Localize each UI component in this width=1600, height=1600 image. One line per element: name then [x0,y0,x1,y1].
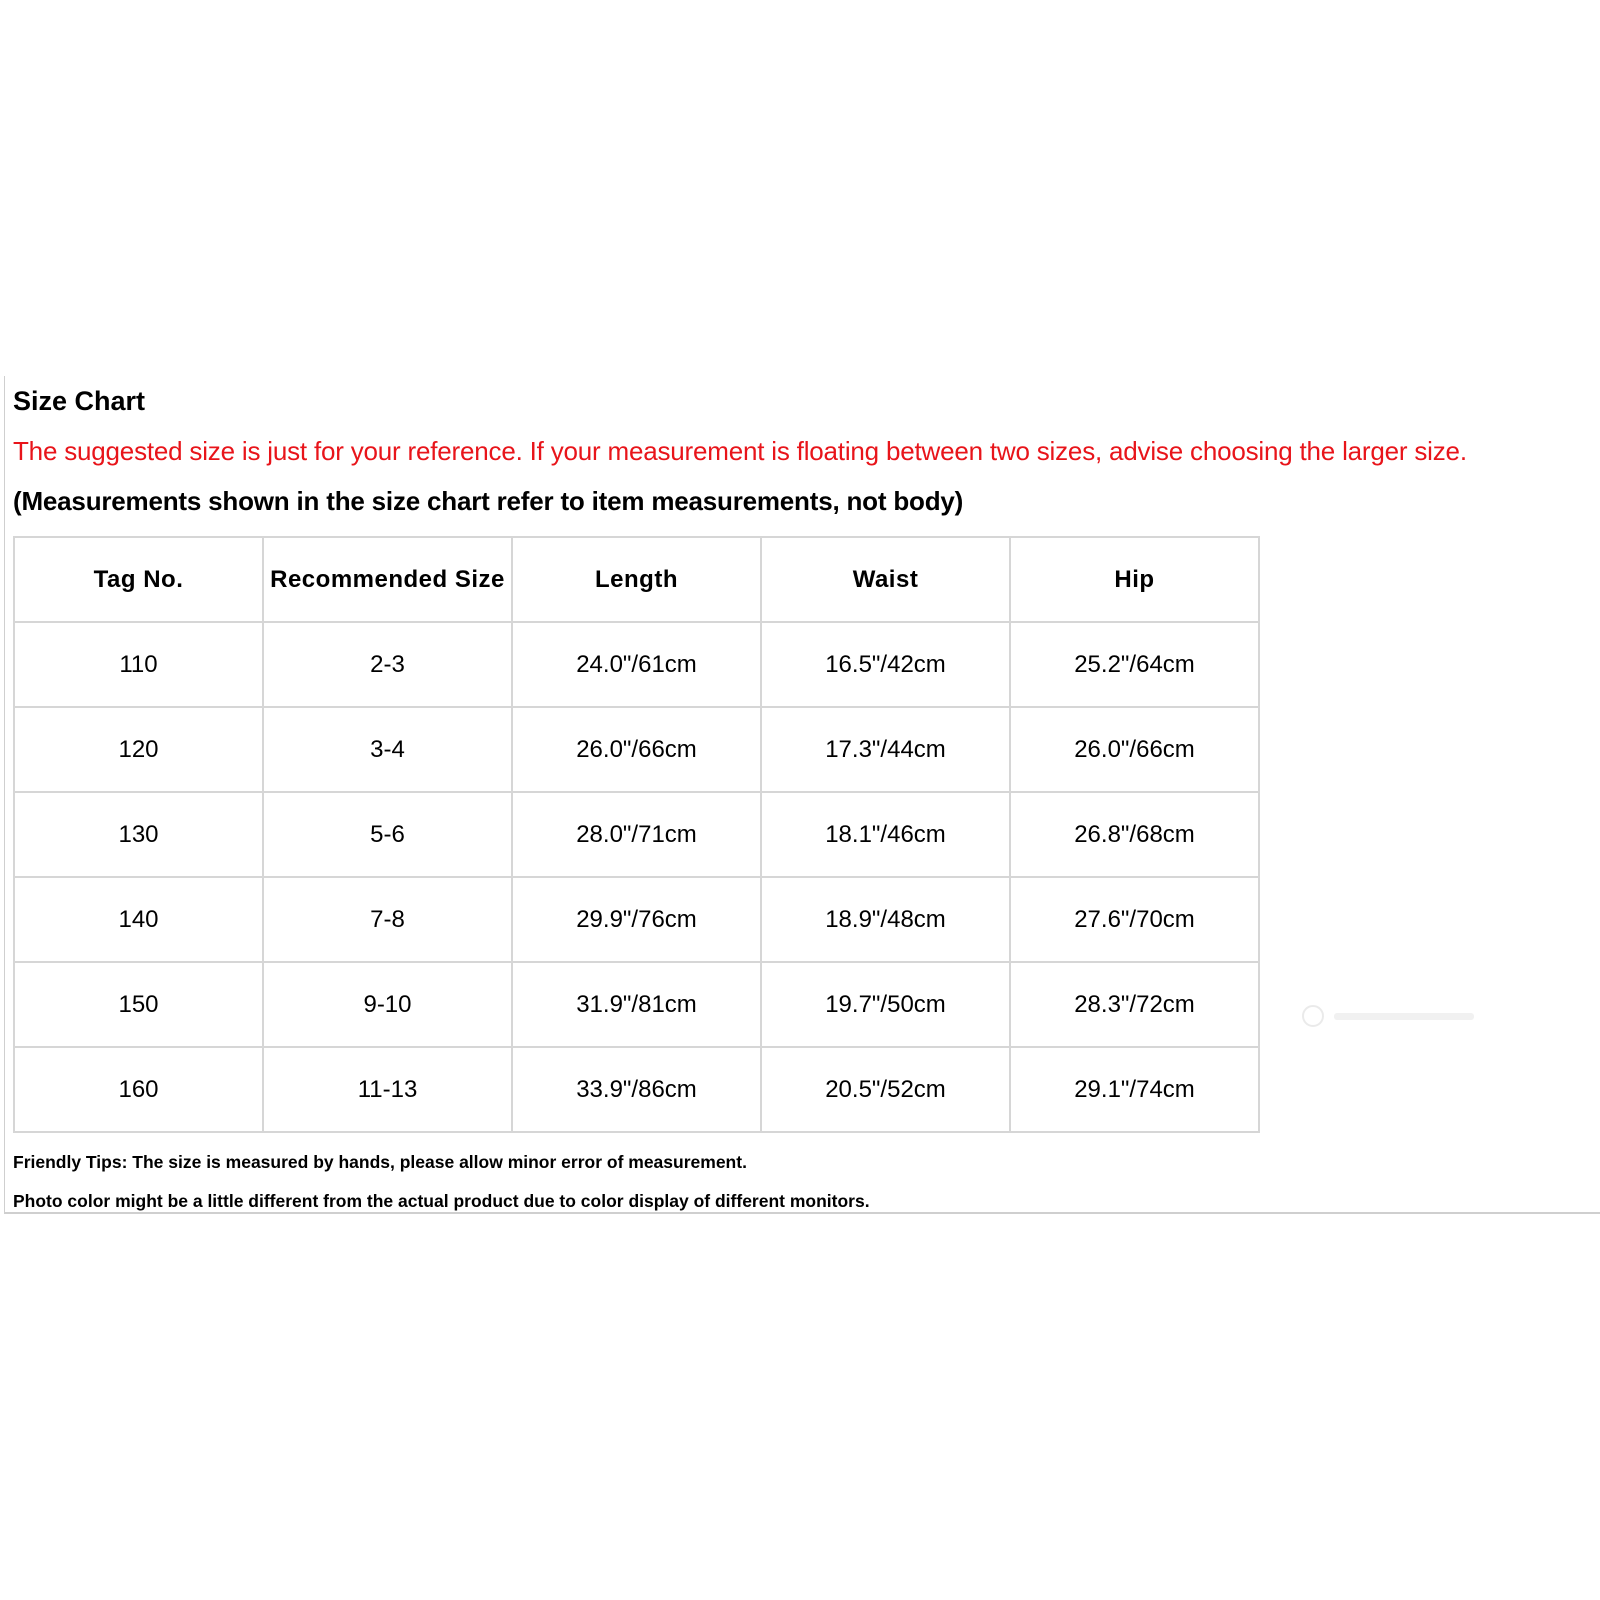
watermark-logo-icon [1302,1005,1324,1027]
cell-length: 28.0"/71cm [512,792,761,877]
cell-waist: 18.9"/48cm [761,877,1010,962]
table-header-row [14,537,1259,622]
cell-waist: 18.1"/46cm [761,792,1010,877]
measurement-note: (Measurements shown in the size chart refer to item measurements, not body) [13,486,964,516]
cell-tag-no: 120 [14,707,263,792]
cell-tag-no: 140 [14,877,263,962]
cell-tag-no: 130 [14,792,263,877]
cell-length: 31.9"/81cm [512,962,761,1047]
cell-recommended-size: 9-10 [263,962,512,1047]
cell-hip: 29.1"/74cm [1010,1047,1259,1132]
cell-recommended-size: 2-3 [263,622,512,707]
cell-tag-no: 160 [14,1047,263,1132]
cell-waist: 20.5"/52cm [761,1047,1010,1132]
header-length: Length [512,537,761,622]
table-row [14,792,1259,877]
cell-tag-no: 150 [14,962,263,1047]
watermark-text-mark [1334,1013,1474,1020]
table-row [14,707,1259,792]
page-title: Size Chart [13,386,146,416]
cell-hip: 26.8"/68cm [1010,792,1259,877]
cell-hip: 26.0"/66cm [1010,707,1259,792]
watermark [1302,1004,1482,1030]
cell-waist: 17.3"/44cm [761,707,1010,792]
cell-hip: 28.3"/72cm [1010,962,1259,1047]
cell-hip: 27.6"/70cm [1010,877,1259,962]
cell-length: 29.9"/76cm [512,877,761,962]
cell-recommended-size: 3-4 [263,707,512,792]
table-row [14,1047,1259,1132]
cell-waist: 16.5"/42cm [761,622,1010,707]
header-hip: Hip [1010,537,1259,622]
table-row [14,877,1259,962]
cell-recommended-size: 7-8 [263,877,512,962]
size-notice: The suggested size is just for your reference. If your measurement is floating between two sizes, advise choosing the larger size. [13,436,1467,466]
size-table [13,536,1260,1133]
cell-hip: 25.2"/64cm [1010,622,1259,707]
cell-waist: 19.7"/50cm [761,962,1010,1047]
cell-length: 24.0"/61cm [512,622,761,707]
cell-tag-no: 110 [14,622,263,707]
cell-recommended-size: 5-6 [263,792,512,877]
header-recommended-size: Recommended Size [263,537,512,622]
table-row [14,622,1259,707]
table-row [14,962,1259,1047]
header-waist: Waist [761,537,1010,622]
cell-length: 33.9"/86cm [512,1047,761,1132]
friendly-tips: Friendly Tips: The size is measured by hands, please allow minor error of measurement. [13,1152,747,1172]
header-tag-no: Tag No. [14,537,263,622]
cell-recommended-size: 11-13 [263,1047,512,1132]
photo-color-note: Photo color might be a little different from the actual product due to color display of different monitors. [13,1191,870,1211]
size-chart-panel [4,376,1600,1214]
cell-length: 26.0"/66cm [512,707,761,792]
